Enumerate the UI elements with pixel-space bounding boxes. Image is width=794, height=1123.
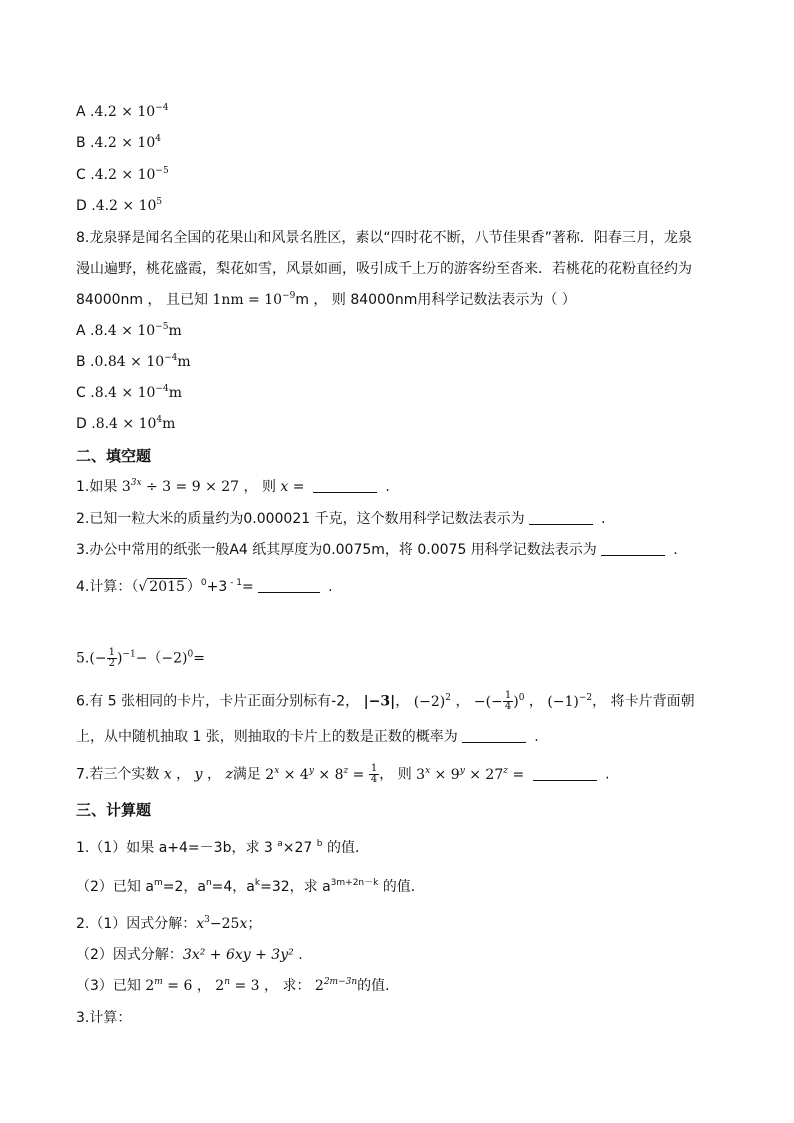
answer-blank[interactable] — [601, 541, 665, 556]
fraction: $\frac{1}{4}$ — [504, 690, 512, 712]
calc-question-1b: （2）已知 $a^m=2$，$a^n=4$，$a^k=32$，求 $a^{3m+2n-k}$ 的值． — [76, 878, 425, 895]
q8-line-3: 84000nm ， 且已知 $1nm = 10^{-9}m$ ， 则 84000nm用科学记数法表示为（ ） — [76, 291, 576, 308]
q8-line-2: 漫山遍野，桃花盛霞，梨花如雪，风景如画，吸引成千上万的游客纷至沓来．若桃花的花粉直径约为 — [76, 261, 692, 277]
answer-blank[interactable] — [313, 478, 377, 493]
calc-question-3: 3.计算： — [76, 1010, 132, 1026]
fill-question-6-line-1: 6.有 5 张相同的卡片，卡片正面分别标有-2， |−3|， $(-2)^2$ ， −(− $\frac{1}{4}$ )$^0$ ， $(-1)^{-2}$， 将卡片背面朝 — [76, 690, 695, 712]
fill-question-6-line-2: 上，从中随机抽取 1 张，则抽取的卡片上的数是正数的概率为 . — [76, 729, 539, 745]
answer-blank[interactable] — [258, 578, 320, 593]
fill-question-4: 4.计算：（√ 2015 ）$^0$+3 $^{- 1}$= . — [76, 578, 333, 595]
q7-option-c: C $.4.2 \times 10^{-5}$ — [76, 166, 169, 183]
calc-question-2-3: （3）已知 $2^m = 6$ ， $2^n = 3$ ， 求： $2^{2m-3n}$的值． — [76, 977, 400, 994]
fraction: $\frac{1}{4}$ — [370, 763, 378, 785]
q8-option-b: B $.0.84 \times 10^{-4}m$ — [76, 353, 191, 370]
section-3-title: 三、计算题 — [76, 801, 152, 819]
fill-question-5: 5.(− $\frac{1}{2}$ )$^{-1}$−（−2)$^0$= — [76, 647, 205, 669]
fill-question-7: 7.若三个实数 x ， y ， z满足 $2^x \times 4^y \times 8^z$ = $\frac{1}{4}$ ， 则 $3^x \times 9^y \times 27^z$ = . — [76, 763, 610, 785]
fill-question-1: 1.如果 $3^{3x} \div 3 = 9 \times 27$ ， 则 x = . — [76, 478, 390, 495]
calc-question-2-1: 2.（1）因式分解：$x^3-25x$； — [76, 915, 262, 932]
q7-option-a: A $.4.2 \times 10^{-4}$ — [76, 103, 169, 120]
answer-blank[interactable] — [533, 766, 597, 781]
calc-question-1a: 1.（1）如果 a+4=－3b，求 3 $^a$×27 $^b$ 的值． — [76, 839, 369, 856]
fraction: $\frac{1}{2}$ — [108, 647, 115, 669]
calc-question-2-2: （2）因式分解：3x² + 6xy + 3y² . — [76, 947, 303, 963]
section-2-title: 二、填空题 — [76, 447, 152, 465]
q7-option-b: B $.4.2 \times 10^4$ — [76, 134, 161, 151]
answer-blank[interactable] — [462, 728, 526, 743]
q7-option-d: D $.4.2 \times 10^5$ — [76, 197, 163, 214]
q8-option-c: C $.8.4 \times 10^{-4}m$ — [76, 384, 182, 401]
answer-blank[interactable] — [529, 510, 593, 525]
fill-question-2: 2.已知一粒大米的质量约为0.000021 千克，这个数用科学记数法表示为 . — [76, 511, 606, 527]
fill-question-3: 3.办公中常用的纸张一般A4 纸其厚度为0.0075m，将 0.0075 用科学记数法表示为 . — [76, 542, 678, 558]
q8-option-d: D $.8.4 \times 10^4m$ — [76, 415, 176, 432]
q8-line-1: 8.龙泉驿是闻名全国的花果山和风景名胜区，素以“四时花不断，八节佳果香”著称．阳春三月，龙泉 — [76, 230, 692, 246]
q8-option-a: A $.8.4 \times 10^{-5}m$ — [76, 322, 182, 339]
